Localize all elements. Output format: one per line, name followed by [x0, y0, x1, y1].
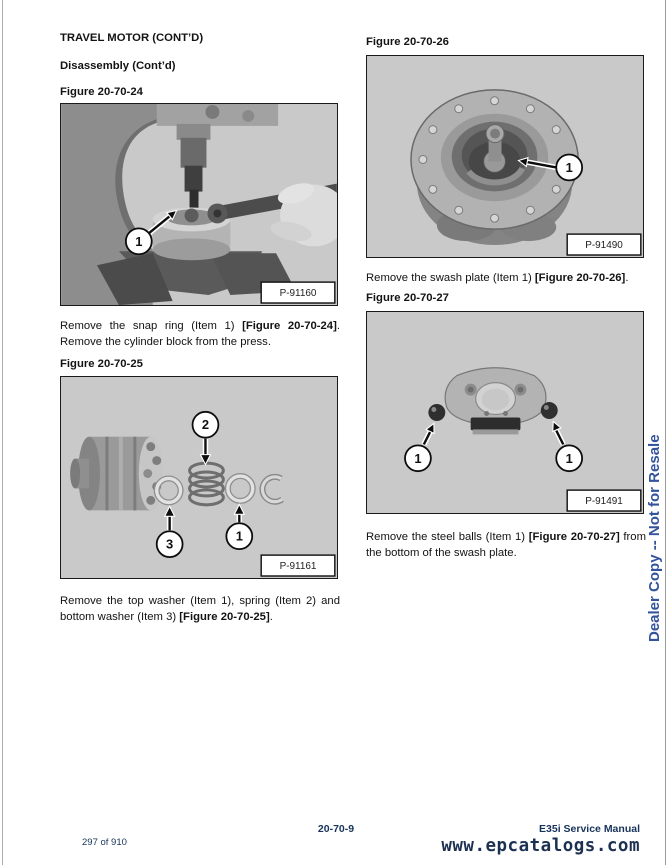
paragraph-text: Remove the steel balls (Item 1) [366, 531, 529, 544]
photo-id-label: P-91161 [279, 561, 317, 573]
page-right-edge [665, 0, 666, 865]
press-snap-ring-illustration [61, 104, 337, 305]
paragraph-text: Remove the swash plate (Item 1) [366, 272, 535, 285]
callout-number: 1 [135, 233, 143, 249]
figure-24-label: Figure 20-70-24 [60, 86, 143, 98]
subsection-title: Disassembly (Cont’d) [60, 60, 176, 72]
section-page-number: 20-70-9 [317, 823, 355, 835]
figure-reference: [Figure 20-70-25] [179, 610, 270, 623]
figure-24-photo [60, 103, 338, 306]
photo-id-label: P-91490 [585, 240, 623, 252]
figure-26-photo [366, 55, 644, 258]
figure-reference: [Figure 20-70-26] [534, 272, 626, 285]
page-left-edge [2, 0, 3, 865]
photo-id-label: P-91491 [585, 496, 623, 508]
press-ram [177, 124, 211, 140]
snap-ring [185, 208, 199, 222]
paragraph-text: Remove the top washer (Item 1), spring (Item 2) and bottom washer (Item 3) [60, 595, 340, 623]
instruction-paragraph-4 [366, 530, 646, 561]
section-title: TRAVEL MOTOR (CONT’D) [60, 32, 204, 44]
steel-ball-left [428, 404, 445, 421]
paragraph-text: . Remove the cylinder block from the press. [60, 320, 340, 348]
plate-slot [471, 417, 521, 430]
callout-number: 1 [235, 528, 243, 544]
figure-27-photo [366, 311, 644, 514]
callout-number: 2 [201, 417, 210, 433]
spring [190, 463, 224, 505]
paragraph-text: . [269, 610, 273, 623]
instruction-paragraph-1 [60, 319, 340, 350]
paragraph-text: from the bottom of the swash plate. [366, 531, 646, 559]
website-link[interactable]: www.epcatalogs.com [441, 836, 640, 856]
figure-reference: [Figure 20-70-24] [242, 320, 337, 333]
motor-housing-illustration [367, 56, 643, 257]
swash-plate-balls-illustration [367, 312, 643, 513]
exploded-parts-illustration [61, 377, 337, 578]
manual-title: E35i Service Manual [539, 823, 640, 835]
photo-id-label: P-91160 [279, 288, 317, 300]
figure-27-label: Figure 20-70-27 [366, 292, 449, 304]
paragraph-text: Remove the snap ring (Item 1) [60, 320, 243, 333]
steel-ball-right [541, 402, 558, 419]
figure-reference: [Figure 20-70-27] [528, 531, 620, 544]
figure-26-label: Figure 20-70-26 [366, 36, 449, 48]
figure-25-label: Figure 20-70-25 [60, 358, 143, 370]
callout-number: 1 [565, 159, 573, 175]
callout-number: 1 [565, 450, 573, 466]
paragraph-text: . [625, 272, 629, 285]
instruction-paragraph-2 [60, 594, 340, 625]
instruction-paragraph-3 [366, 271, 646, 287]
figure-25-photo [60, 376, 338, 579]
page-position-label: 297 of 910 [82, 837, 127, 848]
callout-number: 1 [414, 450, 422, 466]
callout-number: 3 [166, 536, 174, 552]
dealer-copy-watermark: Dealer Copy -- Not for Resale [646, 434, 663, 642]
